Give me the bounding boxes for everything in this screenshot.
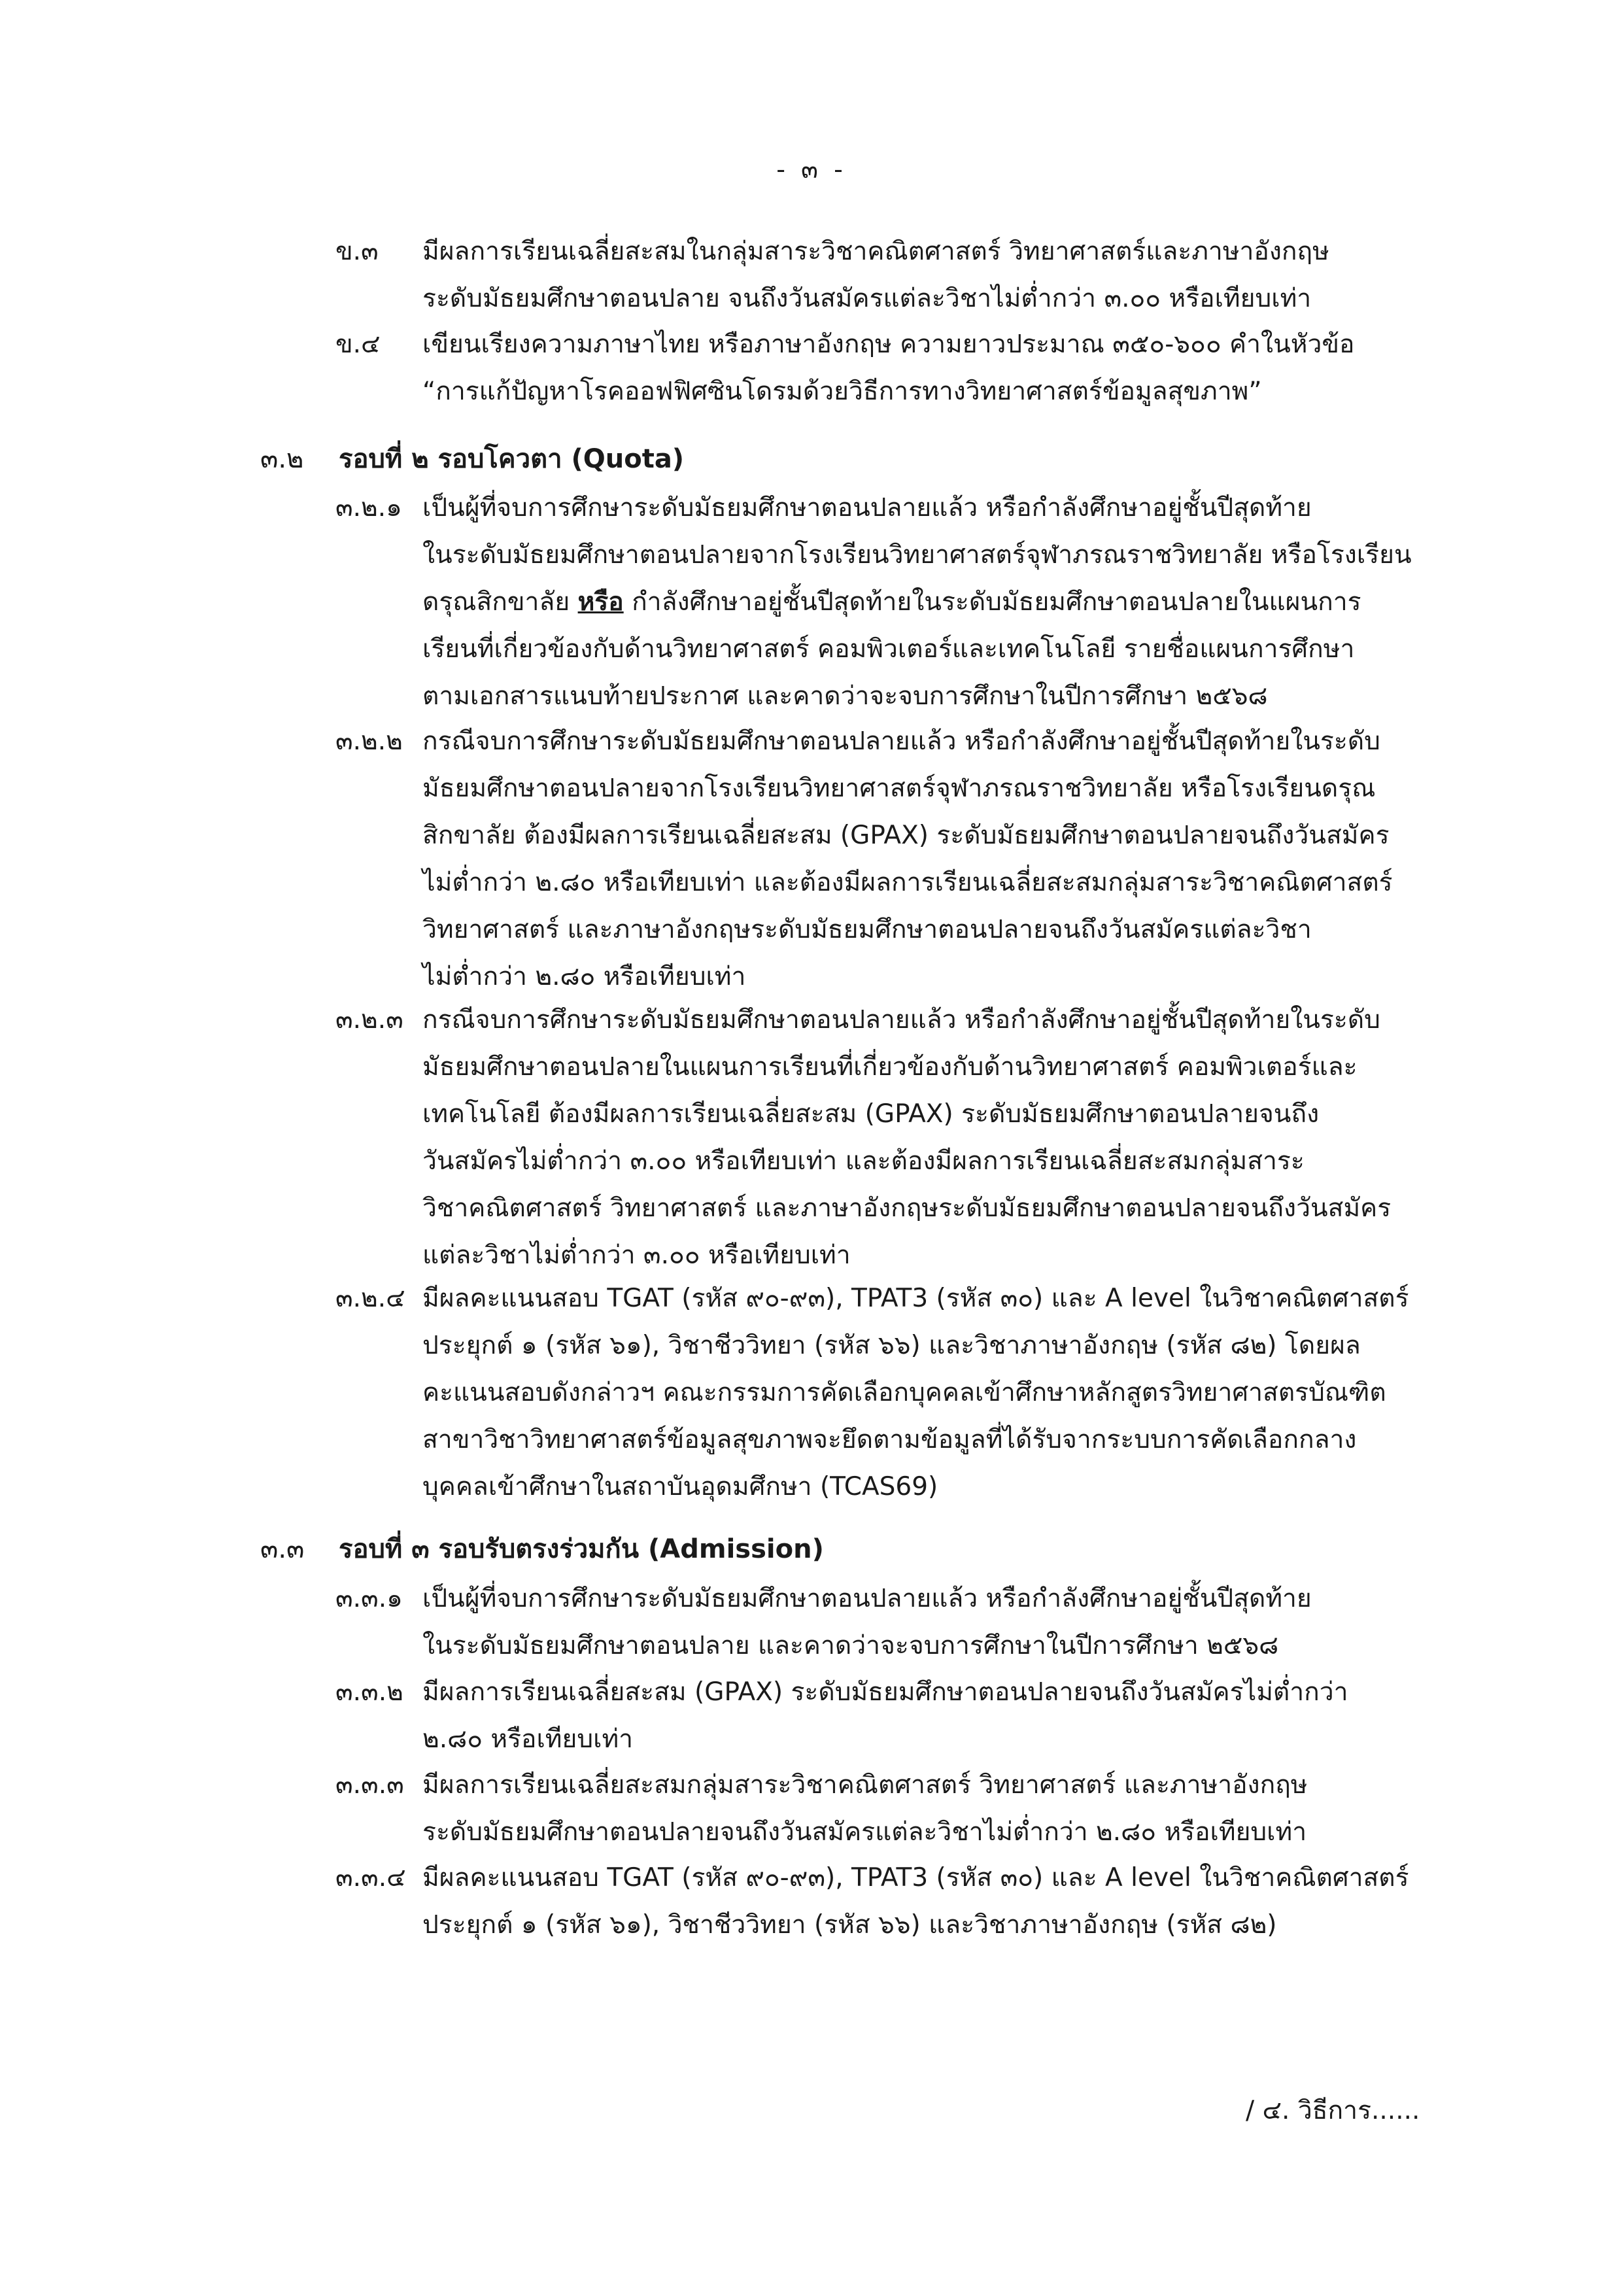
item-text-line — [422, 579, 1412, 626]
item-text-line: แต่ละวิชาไม่ต่ำกว่า ๓.๐๐ หรือเทียบเท่า — [422, 1241, 851, 1270]
item-text-line: ตามเอกสารแนบท้ายประกาศ และคาดว่าจะจบการศึกษาในปีการศึกษา ๒๕๖๘ — [422, 681, 1268, 711]
item-text-line: เรียนที่เกี่ยวข้องกับด้านวิทยาศาสตร์ คอมพิวเตอร์และเทคโนโลยี รายชื่อแผนการศึกษา — [422, 634, 1355, 664]
text-run: กำลังศึกษาอยู่ชั้นปีสุดท้ายในระดับมัธยมศึกษาตอนปลายในแผนการ — [623, 587, 1361, 617]
item-text-line: กรณีจบการศึกษาระดับมัธยมศึกษาตอนปลายแล้ว หรือกำลังศึกษาอยู่ชั้นปีสุดท้ายในระดับ — [422, 1005, 1380, 1035]
item-text-line: ในระดับมัธยมศึกษาตอนปลายจากโรงเรียนวิทยาศาสตร์จุฬาภรณราชวิทยาลัย หรือโรงเรียน — [422, 540, 1412, 570]
item-text-line: บุคคลเข้าศึกษาในสถาบันอุดมศึกษา (TCAS69) — [422, 1472, 938, 1501]
item-text-line: วิชาคณิตศาสตร์ วิทยาศาสตร์ และภาษาอังกฤษระดับมัธยมศึกษาตอนปลายจนถึงวันสมัคร — [422, 1193, 1392, 1223]
item-label: ข.๓ — [335, 237, 379, 266]
item-text-line: มีผลการเรียนเฉลี่ยสะสมกลุ่มสาระวิชาคณิตศาสตร์ วิทยาศาสตร์ และภาษาอังกฤษ — [422, 1770, 1308, 1800]
item-label: ๓.๓.๑ — [335, 1584, 403, 1613]
item-text-line: มัธยมศึกษาตอนปลายในแผนการเรียนที่เกี่ยวข้องกับด้านวิทยาศาสตร์ คอมพิวเตอร์และ — [422, 1052, 1358, 1082]
item-text-line: “การแก้ปัญหาโรคออฟฟิศซินโดรมด้วยวิธีการทางวิทยาศาสตร์ข้อมูลสุขภาพ” — [422, 377, 1262, 406]
item-text-line: ระดับมัธยมศึกษาตอนปลายจนถึงวันสมัครแต่ละวิชาไม่ต่ำกว่า ๒.๘๐ หรือเทียบเท่า — [422, 1817, 1307, 1847]
item-text-line: เป็นผู้ที่จบการศึกษาระดับมัธยมศึกษาตอนปลายแล้ว หรือกำลังศึกษาอยู่ชั้นปีสุดท้าย — [422, 493, 1312, 523]
item-label: ข.๔ — [335, 330, 381, 359]
item-text-line: วันสมัครไม่ต่ำกว่า ๓.๐๐ หรือเทียบเท่า และต้องมีผลการเรียนเฉลี่ยสะสมกลุ่มสาระ — [422, 1146, 1305, 1176]
item-text-line: ระดับมัธยมศึกษาตอนปลาย จนถึงวันสมัครแต่ละวิชาไม่ต่ำกว่า ๓.๐๐ หรือเทียบเท่า — [422, 284, 1312, 313]
item-text-line: เขียนเรียงความภาษาไทย หรือภาษาอังกฤษ ความยาวประมาณ ๓๕๐-๖๐๐ คำในหัวข้อ — [422, 330, 1355, 359]
item-text-line: สิกขาลัย ต้องมีผลการเรียนเฉลี่ยสะสม (GPAX) ระดับมัธยมศึกษาตอนปลายจนถึงวันสมัคร — [422, 821, 1390, 850]
item-label: ๓.๒.๒ — [335, 727, 403, 756]
item-label: ๓.๒.๔ — [335, 1284, 405, 1313]
item-text-line: เทคโนโลยี ต้องมีผลการเรียนเฉลี่ยสะสม (GPAX) ระดับมัธยมศึกษาตอนปลายจนถึง — [422, 1099, 1320, 1129]
page-number: - ๓ - — [776, 155, 847, 184]
item-text-line: มัธยมศึกษาตอนปลายจากโรงเรียนวิทยาศาสตร์จุฬาภรณราชวิทยาลัย หรือโรงเรียนดรุณ — [422, 774, 1376, 803]
item-label: ๓.๓.๓ — [335, 1770, 404, 1800]
continuation-note: / ๔. วิธีการ...... — [1246, 2096, 1420, 2125]
item-text-line: มีผลการเรียนเฉลี่ยสะสม (GPAX) ระดับมัธยมศึกษาตอนปลายจนถึงวันสมัครไม่ต่ำกว่า — [422, 1677, 1348, 1707]
item-text-line: ไม่ต่ำกว่า ๒.๘๐ หรือเทียบเท่า และต้องมีผลการเรียนเฉลี่ยสะสมกลุ่มสาระวิชาคณิตศาสตร์ — [422, 868, 1393, 897]
text-run: ดรุณสิกขาลัย — [422, 587, 578, 617]
item-text-line: ประยุกต์ ๑ (รหัส ๖๑), วิชาชีววิทยา (รหัส ๖๖) และวิชาภาษาอังกฤษ (รหัส ๘๒) — [422, 1910, 1277, 1940]
item-text-line: เป็นผู้ที่จบการศึกษาระดับมัธยมศึกษาตอนปลายแล้ว หรือกำลังศึกษาอยู่ชั้นปีสุดท้าย — [422, 1584, 1312, 1613]
item-text-line: ประยุกต์ ๑ (รหัส ๖๑), วิชาชีววิทยา (รหัส ๖๖) และวิชาภาษาอังกฤษ (รหัส ๘๒) โดยผล — [422, 1331, 1361, 1360]
item-text-line: ไม่ต่ำกว่า ๒.๘๐ หรือเทียบเท่า — [422, 962, 746, 991]
emphasis-or: หรือ — [577, 587, 624, 617]
item-text-line: ในระดับมัธยมศึกษาตอนปลาย และคาดว่าจะจบการศึกษาในปีการศึกษา ๒๕๖๘ — [422, 1631, 1279, 1660]
item-text-line: กรณีจบการศึกษาระดับมัธยมศึกษาตอนปลายแล้ว หรือกำลังศึกษาอยู่ชั้นปีสุดท้ายในระดับ — [422, 727, 1380, 756]
item-text-line: มีผลคะแนนสอบ TGAT (รหัส ๙๐-๙๓), TPAT3 (รหัส ๓๐) และ A level ในวิชาคณิตศาสตร์ — [422, 1863, 1409, 1893]
item-text-line: วิทยาศาสตร์ และภาษาอังกฤษระดับมัธยมศึกษาตอนปลายจนถึงวันสมัครแต่ละวิชา — [422, 915, 1312, 944]
item-text-line: มีผลคะแนนสอบ TGAT (รหัส ๙๐-๙๓), TPAT3 (รหัส ๓๐) และ A level ในวิชาคณิตศาสตร์ — [422, 1284, 1409, 1313]
item-text-line: สาขาวิชาวิทยาศาสตร์ข้อมูลสุขภาพจะยึดตามข้อมูลที่ได้รับจากระบบการคัดเลือกกลาง — [422, 1425, 1357, 1454]
section-number: ๓.๓ — [260, 1534, 305, 1564]
item-text-line: ๒.๘๐ หรือเทียบเท่า — [422, 1724, 634, 1754]
item-label: ๓.๓.๒ — [335, 1677, 403, 1707]
section-title: รอบที่ ๓ รอบรับตรงร่วมกัน (Admission) — [339, 1534, 824, 1564]
item-label: ๓.๓.๔ — [335, 1863, 406, 1893]
item-text-line: คะแนนสอบดังกล่าวฯ คณะกรรมการคัดเลือกบุคคลเข้าศึกษาหลักสูตรวิทยาศาสตรบัณฑิต — [422, 1378, 1386, 1407]
section-number: ๓.๒ — [260, 444, 304, 474]
item-label: ๓.๒.๓ — [335, 1005, 403, 1035]
item-text-line: มีผลการเรียนเฉลี่ยสะสมในกลุ่มสาระวิชาคณิตศาสตร์ วิทยาศาสตร์และภาษาอังกฤษ — [422, 237, 1329, 266]
item-label: ๓.๒.๑ — [335, 493, 402, 523]
section-title: รอบที่ ๒ รอบโควตา (Quota) — [339, 444, 685, 474]
